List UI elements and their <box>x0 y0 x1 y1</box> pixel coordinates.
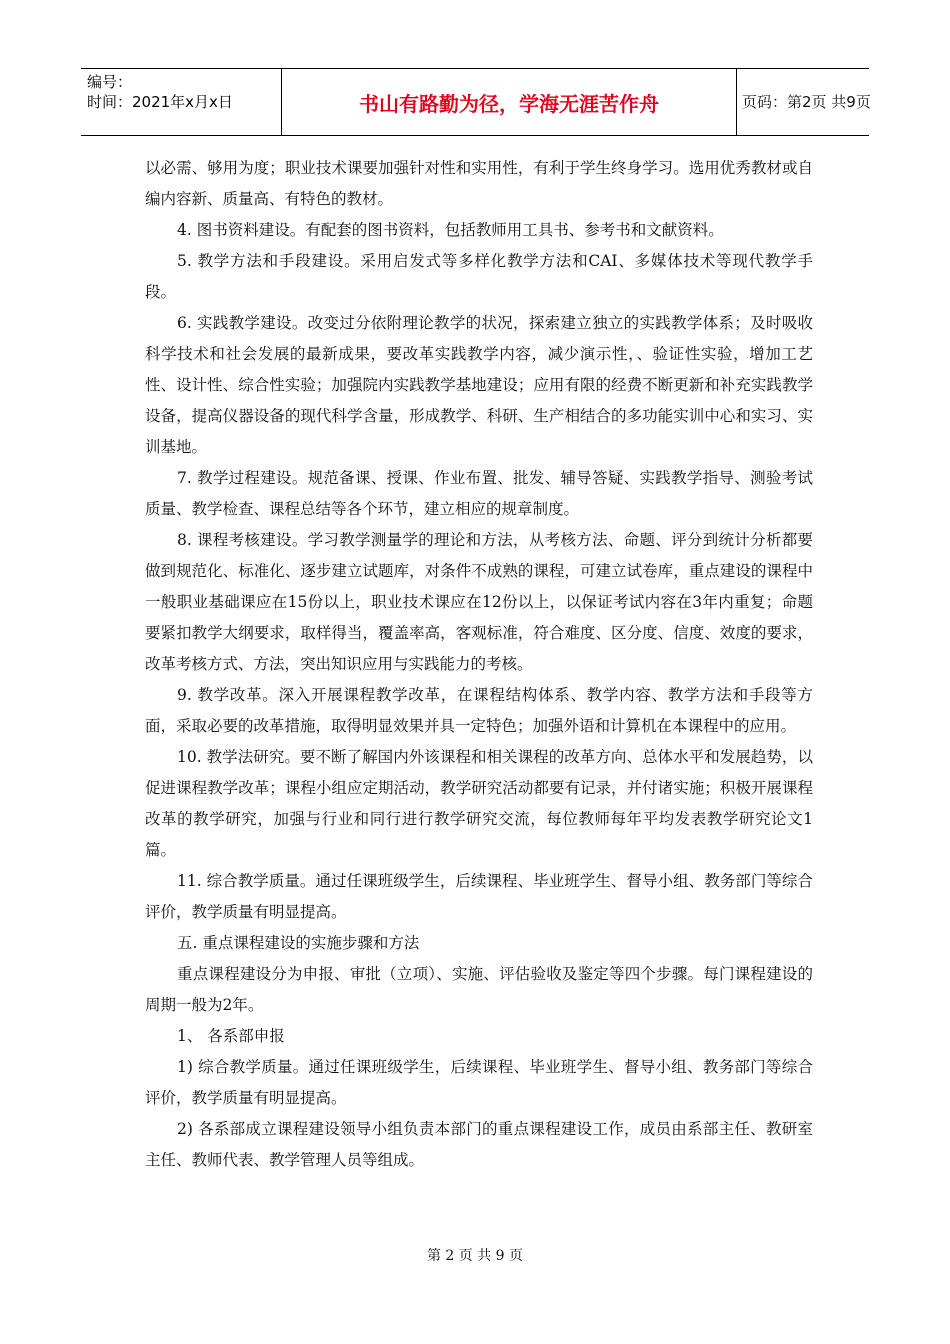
body-paragraph: 2) 各系部成立课程建设领导小组负责本部门的重点课程建设工作，成员由系部主任、教研室主任、教师代表、教学管理人员等组成。 <box>145 1120 813 1169</box>
header-motto: 书山有路勤为径，学海无涯苦作舟 <box>359 92 659 116</box>
header-motto-cell <box>281 69 737 135</box>
body-paragraph: 1、 各系部申报 <box>177 1027 285 1045</box>
body-paragraph: 11. 综合教学质量。通过任课班级学生，后续课程、毕业班学生、督导小组、教务部门等综合评价，教学质量有明显提高。 <box>145 872 813 921</box>
body-paragraph: 9. 教学改革。深入开展课程教学改革，在课程结构体系、教学内容、教学方法和手段等方面，采取必要的改革措施，取得明显效果并具一定特色；加强外语和计算机在本课程中的应用。 <box>145 686 813 735</box>
header-page-cell <box>736 69 869 135</box>
body-paragraph: 6. 实践教学建设。改变过分依附理论教学的状况，探索建立独立的实践教学体系；及时吸收科学技术和社会发展的最新成果，要改革实践教学内容，减少演示性，、验证性实验，增加工艺性、设计性、综合性实验；加强院内实践教学基地建设；应用有限的经费不断更新和补充实践教学设备，提高仪器设备的现代科学含量，形成教学、科研、生产相结合的多功能实训中心和实习、实训基地。 <box>145 314 813 456</box>
body-paragraph: 8. 课程考核建设。学习教学测量学的理论和方法，从考核方法、命题、评分到统计分析都要做到规范化、标准化、逐步建立试题库，对条件不成熟的课程，可建立试卷库，重点建设的课程中一般职业基础课应在15份以上，职业技术课应在12份以上，以保证考试内容在3年内重复；命题要紧扣教学大纲要求，取样得当，覆盖率高，客观标准，符合难度、区分度、信度、效度的要求，改革考核方式、方法，突出知识应用与实践能力的考核。 <box>145 531 813 673</box>
body-paragraph: 1) 综合教学质量。通过任课班级学生，后续课程、毕业班学生、督导小组、教务部门等综合评价，教学质量有明显提高。 <box>145 1058 813 1107</box>
document-header <box>81 68 869 136</box>
body-paragraph: 以必需、够用为度；职业技术课要加强针对性和实用性，有利于学生终身学习。选用优秀教材或自编内容新、质量高、有特色的教材。 <box>145 159 813 208</box>
document-number-label: 编号： <box>87 73 133 91</box>
header-page-info: 页码：第2页 共9页 <box>742 93 871 111</box>
body-paragraph: 4. 图书资料建设。有配套的图书资料，包括教师用工具书、参考书和文献资料。 <box>177 221 724 239</box>
body-paragraph: 重点课程建设分为申报、审批（立项）、实施、评估验收及鉴定等四个步骤。每门课程建设的周期一般为2年。 <box>145 965 813 1014</box>
body-paragraph: 5. 教学方法和手段建设。采用启发式等多样化教学方法和CAI、多媒体技术等现代教学手段。 <box>145 252 813 301</box>
document-date-label: 时间：2021年x月x日 <box>87 93 233 111</box>
body-paragraph: 7. 教学过程建设。规范备课、授课、作业布置、批发、辅导答疑、实践教学指导、测验考试质量、教学检查、课程总结等各个环节，建立相应的规章制度。 <box>145 469 813 518</box>
header-meta-cell <box>81 69 281 135</box>
document-body <box>145 153 813 1176</box>
body-paragraph: 10. 教学法研究。要不断了解国内外该课程和相关课程的改革方向、总体水平和发展趋势，以促进课程教学改革；课程小组应定期活动，教学研究活动都要有记录，并付诸实施；积极开展课程改革的教学研究，加强与行业和同行进行教学研究交流，每位教师每年平均发表教学研究论文1篇。 <box>145 748 813 859</box>
page-footer: 第 2 页 共 9 页 <box>426 1248 524 1264</box>
body-paragraph: 五. 重点课程建设的实施步骤和方法 <box>177 934 420 952</box>
